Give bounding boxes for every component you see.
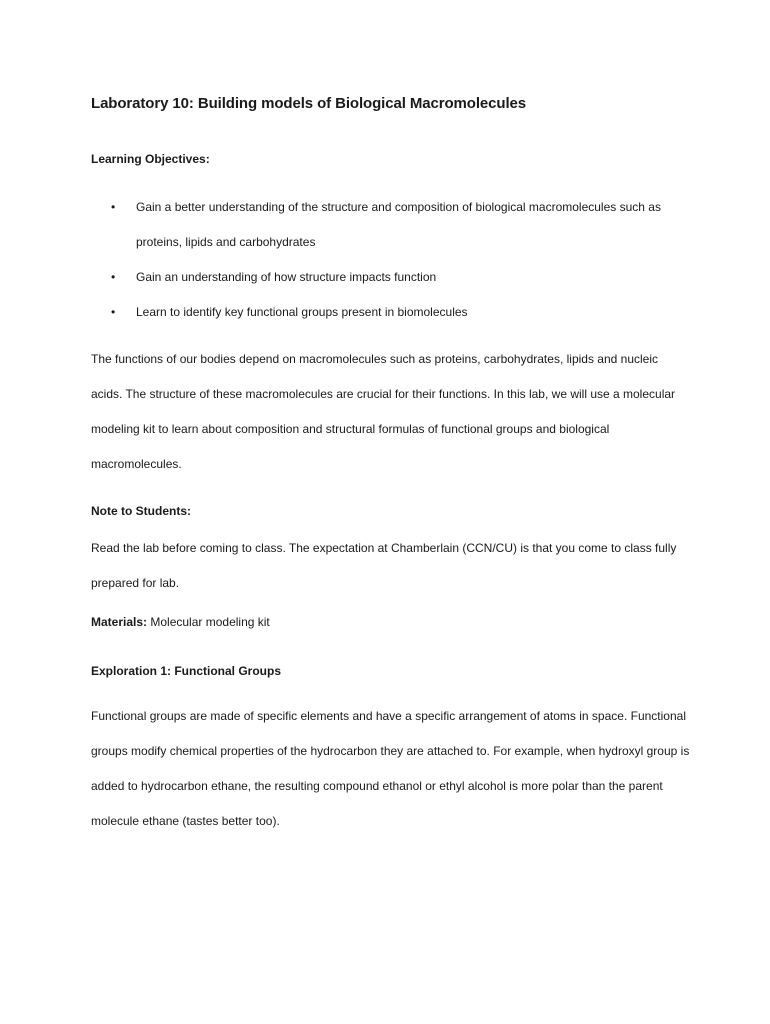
- materials-value: Molecular modeling kit: [147, 615, 270, 629]
- exploration-paragraph: Functional groups are made of specific elements and have a specific arrangement of atoms in space. Functional groups modify chemical properties of the hydrocarbon they are attached to. For example, when hydroxyl group is added to hydrocarbon ethane, the resulting compound ethanol or ethyl alcohol is more polar than the parent molecule ethane (tastes better too).: [91, 709, 690, 828]
- note-paragraph: Read the lab before coming to class. The expectation at Chamberlain (CCN/CU) is that you come to class fully prepared for lab.: [91, 541, 677, 590]
- objective-item: [91, 295, 691, 330]
- intro-paragraph: The functions of our bodies depend on macromolecules such as proteins, carbohydrates, lipids and nucleic acids. The structure of these macromolecules are crucial for their functions. In this lab, we will use a molecular modeling kit to learn about composition and structural formulas of functional groups and biological macromolecules.: [91, 352, 676, 471]
- objective-item: [91, 260, 691, 295]
- objective-text: Gain an understanding of how structure impacts function: [136, 270, 437, 284]
- bullet-icon: •: [111, 305, 116, 319]
- document-content: [91, 92, 691, 839]
- objective-item: [91, 190, 691, 260]
- materials-line: [91, 613, 691, 631]
- bullet-icon: •: [111, 270, 116, 284]
- bullet-icon: •: [111, 200, 116, 214]
- materials-label: Materials:: [91, 615, 148, 629]
- note-heading: Note to Students:: [91, 504, 191, 518]
- objectives-list: [91, 190, 691, 330]
- exploration-heading: Exploration 1: Functional Groups: [91, 664, 282, 678]
- document-title: Laboratory 10: Building models of Biological Macromolecules: [91, 95, 527, 112]
- learning-objectives-heading: Learning Objectives:: [91, 152, 210, 166]
- objective-text: Learn to identify key functional groups present in biomolecules: [136, 305, 468, 319]
- objective-text: Gain a better understanding of the structure and composition of biological macromolecules such as proteins, lipids and carbohydrates: [136, 200, 661, 249]
